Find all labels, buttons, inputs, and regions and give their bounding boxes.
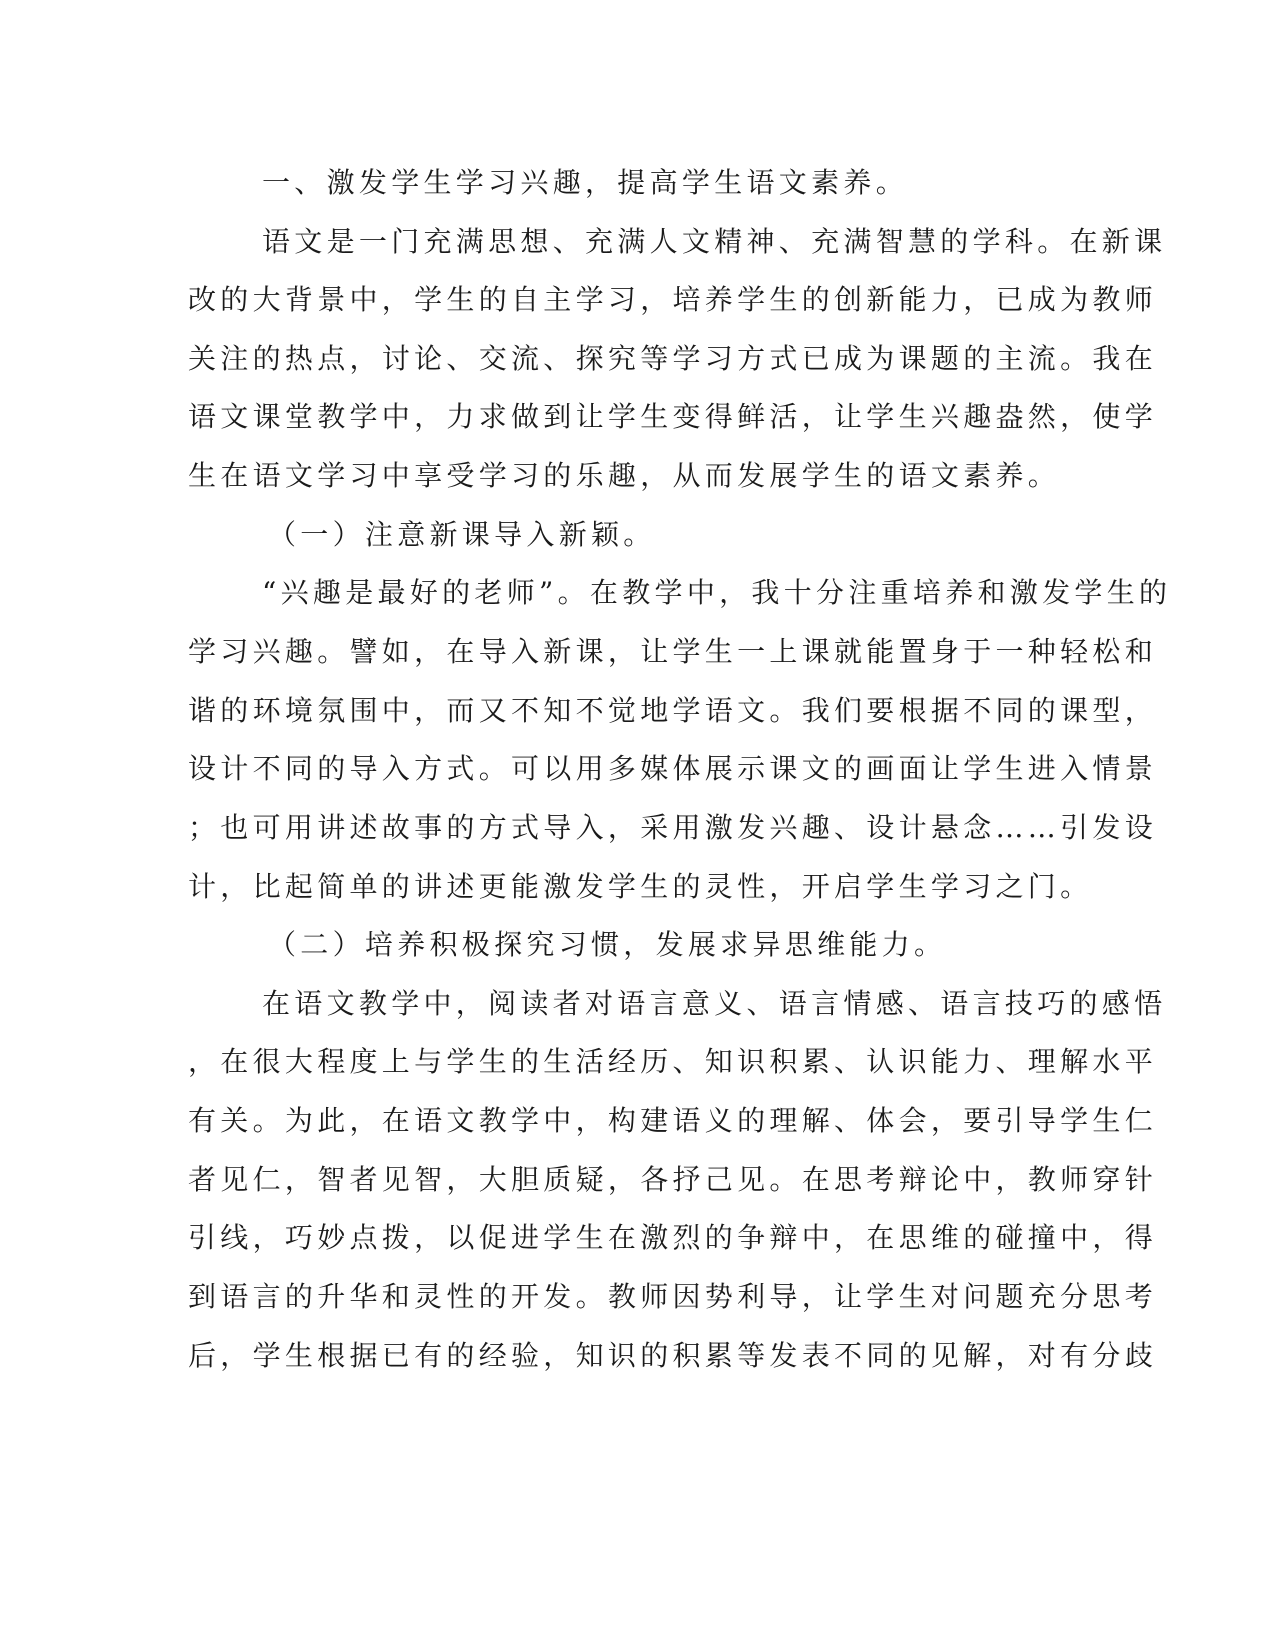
paragraph-line: 在语文教学中，阅读者对语言意义、语言情感、语言技巧的感悟: [262, 987, 1167, 1020]
section-heading-1: 一、激发学生学习兴趣，提高学生语文素养。: [262, 166, 909, 199]
paragraph-line: ；也可用讲述故事的方式导入，采用激发兴趣、设计悬念……引发设: [188, 811, 1158, 844]
paragraph-line: 后，学生根据已有的经验，知识的积累等发表不同的见解，对有分歧: [188, 1339, 1158, 1372]
paragraph-line: 设计不同的导入方式。可以用多媒体展示课文的画面让学生进入情景: [188, 752, 1158, 785]
paragraph-line: 有关。为此，在语文教学中，构建语义的理解、体会，要引导学生仁: [188, 1104, 1158, 1137]
subsection-heading-2: （二）培养积极探究习惯，发展求异思维能力。: [268, 928, 947, 961]
paragraph-line: 语文课堂教学中，力求做到让学生变得鲜活，让学生兴趣盎然，使学: [188, 400, 1158, 433]
paragraph-line: 改的大背景中，学生的自主学习，培养学生的创新能力，已成为教师: [188, 283, 1158, 316]
paragraph-line: 到语言的升华和灵性的开发。教师因势利导，让学生对问题充分思考: [188, 1280, 1158, 1313]
paragraph-line: 者见仁，智者见智，大胆质疑，各抒己见。在思考辩论中，教师穿针: [188, 1163, 1158, 1196]
subsection-heading-1: （一）注意新课导入新颖。: [268, 518, 656, 551]
paragraph-line: 语文是一门充满思想、充满人文精神、充满智慧的学科。在新课: [262, 225, 1167, 258]
paragraph-line: 生在语文学习中享受学习的乐趣，从而发展学生的语文素养。: [188, 459, 1061, 492]
paragraph-line: 谐的环境氛围中，而又不知不觉地学语文。我们要根据不同的课型，: [188, 694, 1158, 727]
paragraph-line: 学习兴趣。譬如，在导入新课，让学生一上课就能置身于一种轻松和: [188, 635, 1158, 668]
paragraph-line: 引线，巧妙点拨，以促进学生在激烈的争辩中，在思维的碰撞中，得: [188, 1221, 1158, 1254]
paragraph-line: ，在很大程度上与学生的生活经历、知识积累、认识能力、理解水平: [188, 1045, 1158, 1078]
paragraph-line: 计，比起简单的讲述更能激发学生的灵性，开启学生学习之门。: [188, 870, 1093, 903]
paragraph-line: “兴趣是最好的老师”。在教学中，我十分注重培养和激发学生的: [262, 576, 1172, 609]
paragraph-line: 关注的热点，讨论、交流、探究等学习方式已成为课题的主流。我在: [188, 342, 1158, 375]
